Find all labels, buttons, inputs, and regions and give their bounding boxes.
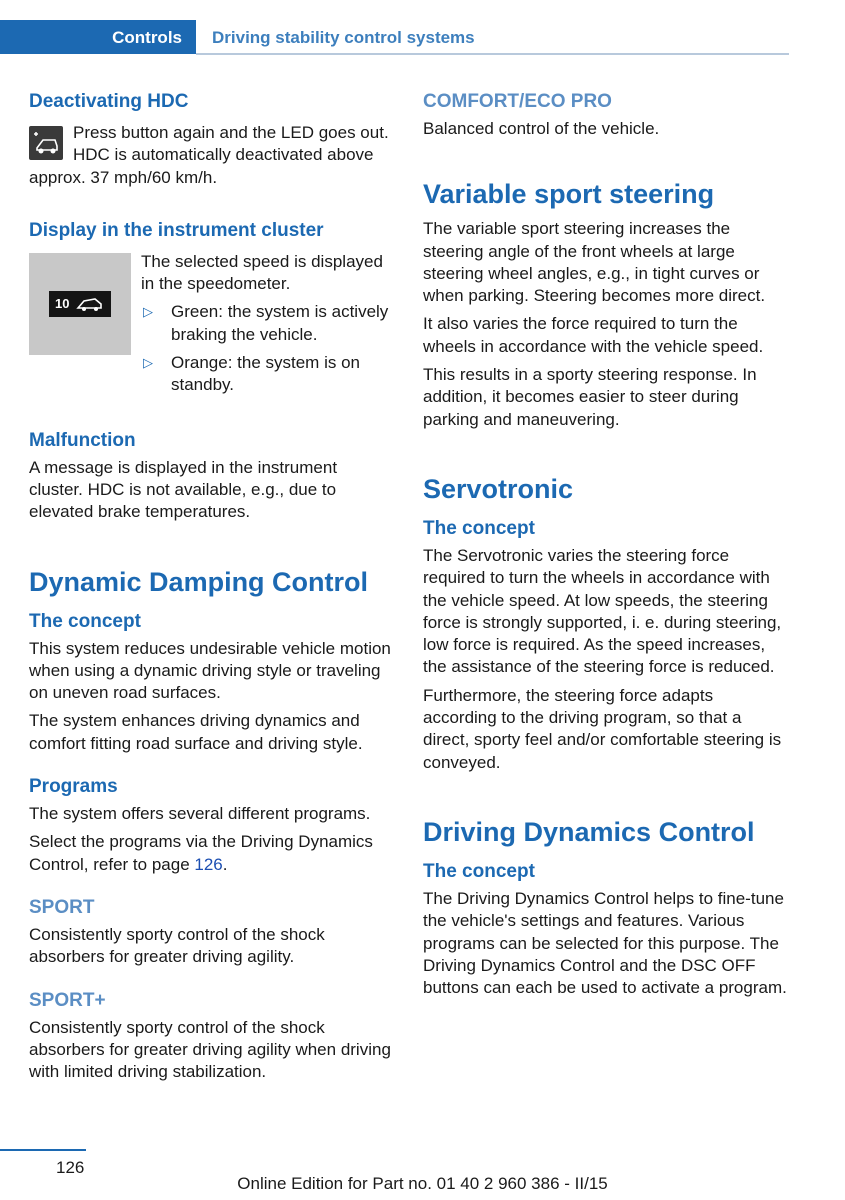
- programs-p1: The system offers several different programs.: [29, 804, 371, 824]
- servotronic-title: Servotronic: [423, 473, 574, 504]
- ddc-concept-heading: The concept: [29, 610, 141, 632]
- right-column: [423, 90, 790, 999]
- sportplus-heading: SPORT+: [29, 989, 106, 1011]
- chapter-tab[interactable]: Controls: [0, 20, 196, 54]
- programs-heading: Programs: [29, 776, 118, 798]
- comfort-text: Balanced control of the vehicle.: [423, 119, 660, 138]
- cluster-speed-value: 10: [55, 295, 70, 311]
- car-slope-icon: [75, 295, 105, 313]
- display-cluster-heading: Display in the instrument cluster: [29, 219, 324, 241]
- servotronic-p2: Furthermore, the steering force adapts according to the driving program, so that a direct, sporty feel and/or comfortable steering is conveyed.: [423, 685, 782, 772]
- deactivating-hdc-heading: Deactivating HDC: [29, 91, 189, 112]
- deactivating-hdc-block: [29, 122, 392, 189]
- display-cluster-block: [29, 251, 392, 397]
- left-column: [29, 90, 392, 1083]
- vss-title: Variable sport steering: [423, 179, 715, 210]
- vss-p3: This results in a sporty steering response. In addition, it becomes easier to steer during parking and maneuvering.: [423, 365, 757, 429]
- sport-text: Consistently sporty control of the shock absorbers for greater driving agility.: [29, 924, 325, 967]
- programs-p2-text: Select the programs via the Driving Dynamics Control, refer to page: [29, 832, 373, 874]
- programs-p2: [29, 831, 392, 876]
- malfunction-heading: Malfunction: [29, 429, 136, 451]
- bullet-text: Orange: the system is on standby.: [171, 353, 360, 395]
- page-number: 126: [56, 1158, 85, 1177]
- ddc-right-title: Driving Dynamics Control: [423, 816, 755, 847]
- ddc-title: Dynamic Damping Control: [29, 566, 369, 597]
- footer-divider: [0, 1149, 86, 1151]
- servotronic-concept-heading: The concept: [423, 517, 535, 539]
- cluster-speed-display: [49, 291, 111, 317]
- page-link[interactable]: 126: [194, 854, 223, 874]
- bullet-item: [141, 352, 392, 397]
- edition-note: [0, 1174, 845, 1194]
- servotronic-p1: The Servotronic varies the steering force required to turn the wheels in accordance with the vehicle speed. At low speeds, the steering force is strongly supported, i. e. during steering, low force is required. As the speed increases, the assistance of the steering force is reduced.: [423, 545, 782, 677]
- bullet-item: [141, 301, 392, 346]
- bullet-triangle-icon: ▷: [143, 304, 153, 320]
- ddc-concept-p2: The system enhances driving dynamics and comfort fitting road surface and driving style.: [29, 711, 363, 753]
- comfort-heading: COMFORT/ECO PRO: [423, 91, 612, 112]
- bullet-text: Green: the system is actively braking the vehicle.: [171, 302, 389, 344]
- dyn-p1: The Driving Dynamics Control helps to fine-tune the vehicle's settings and features. Various programs can be selected for this purpose. The Driving Dynamics Control and the DSC OFF buttons can each be used to activate a program.: [423, 888, 787, 998]
- malfunction-text: A message is displayed in the instrument cluster. HDC is not available, e.g., due to elevated brake temperatures.: [29, 457, 338, 522]
- edition-text: Online Edition for Part no. 01 40 2 960 386 - II/15: [237, 1174, 608, 1193]
- programs-p2-suffix: .: [222, 854, 228, 874]
- cluster-description: The selected speed is displayed in the speedometer.: [141, 251, 383, 294]
- hdc-button-icon: [29, 126, 63, 160]
- instrument-cluster-image: [29, 253, 131, 355]
- vss-p2: It also varies the force required to turn the wheels in accordance with the vehicle speed.: [423, 314, 764, 356]
- sport-heading: SPORT: [29, 896, 95, 918]
- header-divider: [196, 53, 789, 55]
- ddc-concept-p1: This system reduces undesirable vehicle motion when using a dynamic driving style or traveling on uneven road surfaces.: [29, 638, 391, 703]
- bullet-triangle-icon: ▷: [143, 355, 153, 371]
- sportplus-text: Consistently sporty control of the shock absorbers for greater driving agility when driving with limited driving stabilization.: [29, 1017, 391, 1082]
- section-title: Driving stability control systems: [212, 28, 475, 47]
- dyn-concept-heading: The concept: [423, 860, 535, 882]
- deactivating-hdc-text: Press button again and the LED goes out. HDC is automatically deactivated above approx. 37 mph/60 km/h.: [29, 123, 389, 187]
- vss-p1: The variable sport steering increases the steering angle of the front wheels at large steering wheel angles, e.g., in tight curves or when parking. Steering becomes more direct.: [423, 219, 766, 306]
